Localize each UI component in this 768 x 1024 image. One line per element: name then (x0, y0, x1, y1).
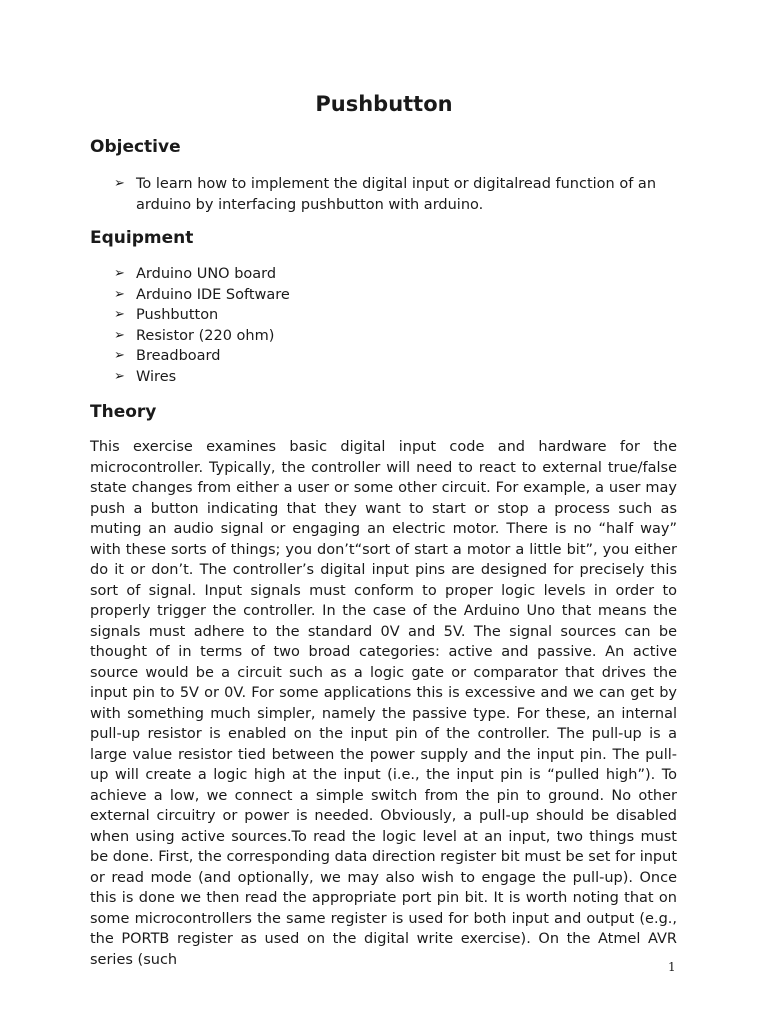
list-item-text: Arduino UNO board (136, 266, 277, 282)
arrow-bullet-icon: ➢ (114, 266, 125, 281)
list-item (114, 346, 674, 367)
objective-list (114, 174, 674, 215)
list-item-text: Breadboard (136, 348, 221, 364)
theory-heading: Theory (90, 402, 157, 422)
list-item-text: Pushbutton (136, 307, 219, 323)
arrow-bullet-icon: ➢ (114, 176, 125, 191)
page-title: Pushbutton (315, 92, 453, 116)
arrow-bullet-icon: ➢ (114, 307, 125, 322)
equipment-heading: Equipment (90, 228, 194, 248)
page-number: 1 (668, 960, 676, 974)
list-item (114, 367, 674, 388)
arrow-bullet-icon: ➢ (114, 327, 125, 343)
list-item-text: Arduino IDE Software (136, 286, 290, 303)
list-item (114, 326, 674, 347)
list-item (114, 174, 674, 215)
list-item-text: Wires (136, 368, 177, 385)
list-item (114, 305, 674, 326)
list-item-text: To learn how to implement the digital input or digitalread function of an arduino by interfacing pushbutton with arduino. (136, 176, 657, 213)
objective-heading: Objective (90, 137, 181, 157)
arrow-bullet-icon: ➢ (114, 368, 125, 384)
arrow-bullet-icon: ➢ (114, 286, 125, 302)
list-item-text: Resistor (220 ohm) (136, 327, 275, 344)
arrow-bullet-icon: ➢ (114, 348, 125, 363)
list-item (114, 264, 674, 285)
theory-paragraph: This exercise examines basic digital input code and hardware for the microcontroller. Typically, the controller will need to react to external true/false state changes from either a user or some other circuit. For example, a user may push a button indicating that they want to start or stop a process such as muting an audio signal or engaging an electric motor. There is no “half way” with these sorts of things; you don’t“sort of start a motor a little bit”, you either do it or don’t. The controller’s digital input pins are designed for precisely this sort of signal. Input signals must conform to proper logic levels in order to properly trigger the controller. In the case of the Arduino Uno that means the signals must adhere to the standard 0V and 5V. The signal sources can be thought of in terms of two broad categories: active and passive. An active source would be a circuit such as a logic gate or comparator that drives the input pin to 5V or 0V. For some applications this is excessive and we can get by with something much simpler, namely the passive type. For these, an internal pull-up resistor is enabled on the input pin of the controller. The pull-up is a large value resistor tied between the power supply and the input pin. The pull-up will create a logic high at the input (i.e., the input pin is “pulled high”). To achieve a low, we connect a simple switch from the pin to ground. No other external circuitry or power is needed. Obviously, a pull-up should be disabled when using active sources.To read the logic level at an input, two things must be done. First, the corresponding data direction register bit must be set for input or read mode (and optionally, we may also wish to engage the pull-up). Once this is done we then read the appropriate port pin bit. It is worth noting that on some microcontrollers the same register is used for both input and output (e.g., the PORTB register as used on the digital write exercise). On the Atmel AVR series (such (90, 439, 677, 968)
list-item (114, 285, 674, 306)
equipment-list (114, 264, 674, 387)
